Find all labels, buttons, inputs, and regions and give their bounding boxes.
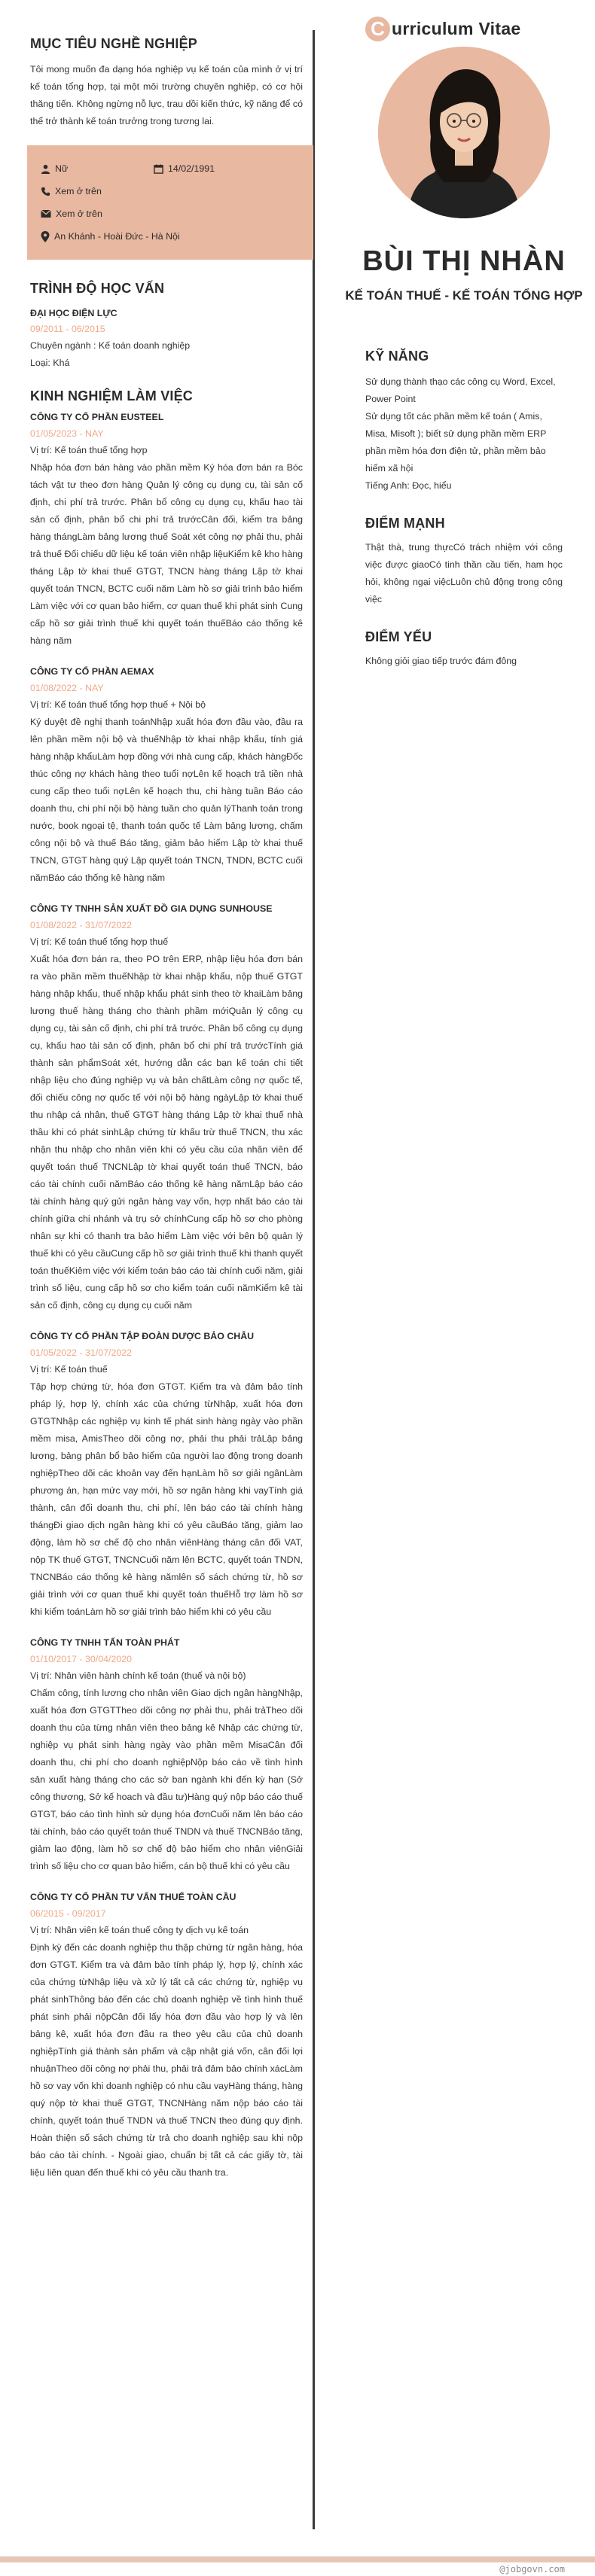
job-entry [30,663,303,887]
job-description: Chấm công, tính lương cho nhân viên Giao dịch ngân hàngNhập, xuất hóa đơn GTGTTheo dõi công nợ phải thu, phải trảTheo dõi doanh thu của từng nhân viên theo bảng kê Nhập các chứng từ, nghiệp vụ phát sinh hàng ngày vào phần mềm MisaCân đối doanh thu, chi phí cho doanh nghiệpNộp báo cáo về tình hình sản xuất hàng tháng cho các sở ban ngành khi đến kỳ hạn (Sở công thương, Sở kế hoach và đầu tư)Hàng quý nộp báo cáo thuế GTGT, báo cáo tình hình sử dụng hóa đơnCuối năm lên báo cáo tài chính, báo cáo quyết toán thuế TNDN và thuế TNCNBáo tăng, giảm lao động, làm hồ sơ chế độ bảo hiểm cho nhân viênGiải trình số liệu cho cơ quan bảo hiểm, cán bộ thuế khi có yêu cầu [30,1688,303,1871]
objective-heading: MỤC TIÊU NGHỀ NGHIỆP [30,36,198,51]
job-company: CÔNG TY CỔ PHẦN AEMAX [30,666,154,677]
job-entry [30,1889,303,2182]
job-company: CÔNG TY CỔ PHẦN EUSTEEL [30,412,164,422]
job-position: Vị trí: Kế toán thuế tổng hợp [30,445,148,455]
strengths-text: Thật thà, trung thựcCó trách nhiệm với công việc được giaoCó tinh thần cầu tiến, ham học hỏi, không ngại việcLuôn chủ động trong công việc [365,542,563,604]
envelope-icon [41,209,51,218]
profile-photo [378,47,550,218]
logo-letter: C [365,17,390,41]
job-entry [30,1634,303,1875]
job-description: Tập hợp chứng từ, hóa đơn GTGT. Kiểm tra và đảm bảo tính pháp lý, hợp lý, chính xác của chứng từNhập, xuất hóa đơn GTGTNhập các nghiệp vụ kinh tế phát sinh hàng ngày vào phần mềm misa, AmisTheo dõi công nợ, phải thu phải trảLập bảng lương, bảng phân bổ bảo hiểm của người lao động trong doanh nghiệpTheo dõi các khoản vay đến hạnLàm hồ sơ giải ngânLàm phương án, hạn mức vay mới, hồ sơ ngân hàng khi vayTính giá thành, cân đối doanh thu, chi phí, lên báo cáo tài chính hàng thángĐi giao dịch ngân hàng khi có yêu cầuBáo tăng, giảm lao động, làm hồ sơ chế độ cho nhân viênHàng tháng cân đối VAT, nộp TK thuế GTGT, TNCNCuối năm lên BCTC, quyết toán TNDN, TNCNBáo cáo thống kê hàng nămlên số sách chứng từ, hồ sơ giải trình với cơ quan thuế khi quyết toán thuếHỗ trợ làm hồ sơ khi kiểm toánLàm hồ sơ giải trình bảo hiểm khi có yêu cầu [30,1381,303,1617]
education-grade: Loại: Khá [30,358,70,368]
job-company: CÔNG TY TNHH SẢN XUẤT ĐỒ GIA DỤNG SUNHOUSE [30,903,273,914]
footer [0,2556,595,2576]
job-date: 01/08/2022 - 31/07/2022 [30,920,133,930]
job-description: Xuất hóa đơn bán ra, theo PO trên ERP, nhập liệu hóa đơn bán ra vào phần mềm thuếNhập tờ khai nhập khẩu, nộp thuế GTGT hàng nhập khẩu, thuế nhập khẩu phát sinh theo tờ khaiLàm bảng lương thuế hàng tháng cho thành phầm mớiQuản lý công cụ dụng cụ, tài sản cố định, chi phí trả trước. Phân bổ công cụ dụng cụ, khấu hao tài sản cố định, phân bổ chi phí trả trướcTính giá thành sản phẩmSoát xét, hướng dẫn các bạn kế toán chi tiết nhập liệu cho đúng nghiệp vụ và bản chấtLàm công nợ quốc tế, đối chiếu công nợ quốc tế với nội bộ hàng ngàyLập tờ khai thuế thu nhập cá nhân, thuế GTGT hàng tháng Lập tờ khai thuế nhà thầu khi có phát sinhLập chứng từ khấu trừ thuế TNCN, thu xác nhận thu nhập cho nhân viên khi có yêu cầu của nhân viên để quyết toán thuế TNCNLập tờ khai quyết toán thuế TNCN, báo cáo tài chính cuối nămBáo cáo thống kê hàng nămLập báo cáo tài chính hàng quý gửi ngân hàng vay vốn, hợp nhất báo cáo tài chính giữa chi nhánh và trụ sở chínhCung cấp hồ sơ cho phòng nhân sự khi có thanh tra bảo hiểm Làm việc với bên bộ quản lý thuế khi có yêu cầuCung cấp hồ sơ giải trình thuế khi thanh quyết toán thuếKiêm việc với kiểm toán báo cáo tài chính cuối năm, giải trình số liệu, cung cấp hồ sơ cho kiểm toán cuối nămKiểm kê tài sản cố định, công cụ dụng cụ cuối năm [30,954,303,1311]
logo-text: urriculum Vitae [392,18,521,38]
phone-value: Xem ở trên [55,186,102,196]
experience-heading: KINH NGHIỆM LÀM VIỆC [30,388,194,403]
column-divider [313,30,315,2529]
skills-heading: KỸ NĂNG [365,349,429,364]
right-column [345,14,583,670]
job-position: Vị trí: Kế toán thuế [30,1364,108,1375]
skill-item: Sử dụng tốt các phần mềm kế toán ( Amis, Misa, Misoft ); biết sử dụng phần mềm ERP phần mềm hóa đơn điện tử, phần mềm bảo hiểm xã hội [365,411,547,473]
gender-value: Nữ [55,163,69,174]
weaknesses-heading: ĐIỂM YẾU [365,629,432,644]
job-position: Vị trí: Nhân viên hành chính kế toán (thuế và nội bộ) [30,1670,246,1681]
birthday-cell [154,163,215,174]
weaknesses-text: Không giỏi giao tiếp trước đám đông [365,656,517,666]
job-description: Nhập hóa đơn bán hàng vào phần mềm Ký hóa đơn bán ra Bóc tách vật tư theo đơn hàng Quản lý công cụ dụng cụ, tài sản cố định, chi phí trả trước. Phân bổ công cụ dụng cụ, khấu hao tài sản cố định, phân bổ chi phí trả trướcCân đối, kiểm tra bảng hàng thángLàm bảng lương thuế Soát xét công nợ phải thu, phải trả thuế Đối chiếu dữ liệu kế toán viên nhập liệuKiểm kê kho hàng tháng Lập tờ khai thuế GTGT, TNCN hàng tháng Lập tờ khai quyết toán TNCN, BCTC cuối năm Làm hồ sơ giải trình bảo hiểm Làm việc với cơ quan bảo hiểm, cơ quan thuế khi phát sinh Cung cấp hồ sơ giải trình thuế khi quyết toán thuếBáo cáo thống kê hàng năm [30,462,303,646]
phone-icon [41,187,50,196]
contact-row-email [41,202,300,225]
job-entry [30,409,303,650]
job-company: CÔNG TY CỔ PHẦN TẬP ĐOÀN DƯỢC BẢO CHÂU [30,1331,255,1341]
contact-row-address [41,225,300,248]
map-pin-icon [41,231,50,242]
contact-row-phone [41,180,300,202]
job-company: CÔNG TY CỔ PHẦN TƯ VẤN THUẾ TOÀN CẦU [30,1892,236,1902]
job-date: 01/10/2017 - 30/04/2020 [30,1654,133,1664]
job-position: Vị trí: Kế toán thuế tổng hợp thuế [30,936,169,947]
job-date: 01/05/2022 - 31/07/2022 [30,1347,133,1358]
education-school: ĐẠI HỌC ĐIỆN LỰC [30,308,117,318]
address-value: An Khánh - Hoài Đức - Hà Nội [54,231,180,242]
email-value: Xem ở trên [56,209,102,219]
education-major: Chuyên ngành : Kế toán doanh nghiệp [30,340,191,351]
gender-cell [41,163,154,174]
job-date: 01/08/2022 - NAY [30,683,104,693]
candidate-title: KẾ TOÁN THUẾ - KẾ TOÁN TỔNG HỢP [345,288,583,303]
job-description: Ký duyệt đề nghị thanh toánNhập xuất hóa đơn đầu vào, đầu ra lên phần mềm nội bộ và thuếNhập tờ khai nhập khẩu, tính giá hàng nhập khẩuLàm hợp đồng với nhà cung cấp, khách hàngĐốc thúc công nợ khách hàng theo tuổi nợLên kế hoạch trả tiền nhà cung cấp theo tuổi nợLên kế hoạch thu, chi hàng tuần Báo cáo doanh thu, chi phí nội bộ hàng tuần cho quản lýThanh toán trong nước, book ngoại tệ, thanh toán quốc tế Làm bảng lương, chấm công nội bộ và thuế Báo tăng, giảm bảo hiểm Lập tờ khai thuế TNCN, GTGT hàng quý Lập quyết toán TNCN, TNDN, BCTC cuối nămBáo cáo thống kê hàng năm [30,717,303,883]
portrait-illustration [378,47,550,218]
job-entry [30,900,303,1314]
strengths-section [365,516,563,608]
contact-box [27,145,313,260]
skills-section [365,349,563,495]
objective-text: Tôi mong muốn đa dạng hóa nghiệp vụ kế toán của mình ở vị trí kế toán tổng hợp, tại một môi trường chuyên nghiệp, có cơ hội thăng tiến. Không ngừng nỗ lực, trau dồi kiến thức, kỹ năng để có thể trở thành kế toán trưởng trong tương lai. [30,64,303,126]
job-company: CÔNG TY TNHH TẤN TOÀN PHÁT [30,1637,180,1648]
job-entry [30,1328,303,1621]
contact-row-gender-birthday [41,157,300,180]
cv-logo [365,14,563,44]
candidate-name: BÙI THỊ NHÀN [362,245,566,277]
calendar-icon [154,164,163,174]
person-icon [41,164,50,174]
job-position: Vị trí: Kế toán thuế tổng hợp thuế + Nội bộ [30,699,206,710]
weaknesses-section [365,629,563,670]
education-section [30,281,303,372]
job-date: 01/05/2023 - NAY [30,428,104,439]
footer-bar [0,2556,595,2562]
birthday-value: 14/02/1991 [168,163,215,174]
education-date: 09/2011 - 06/2015 [30,324,105,334]
skill-item: Sử dụng thành thạo các công cụ Word, Excel, Power Point [365,376,556,404]
experience-section [30,388,303,2182]
job-position: Vị trí: Nhân viên kế toán thuế công ty dịch vụ kế toán [30,1925,249,1935]
strengths-heading: ĐIỂM MẠNH [365,516,445,531]
footer-watermark: @jobgovn.com [499,2564,565,2574]
job-date: 06/2015 - 09/2017 [30,1908,106,1919]
objective-section [30,36,303,130]
skill-item: Tiếng Anh: Đọc, hiểu [365,480,452,491]
left-column [30,36,303,2195]
education-heading: TRÌNH ĐỘ HỌC VẤN [30,281,165,296]
job-description: Định kỳ đến các doanh nghiệp thu thập chứng từ ngân hàng, hóa đơn GTGT. Kiểm tra và đảm bảo tính pháp lý, hợp lý, chính xác của chứng từNhập liệu và xử lý tất cả các chứng từ, nghiệp vụ phát sinhThông báo đến các chủ doanh nghiệp về tình hình thuế phát sinh phải nộpCân đối lấy hóa đơn đầu vào hợp lý và lên bảng kê, xuất hóa đơn đầu ra theo yêu cầu của chủ doanh nghiệpTính giá thành sản phẩm và cập nhật giá vốn, cân đối lợi nhuậnTheo dõi công nợ phải thu, phải trả đảm bảo chính xácLàm hồ sơ vay vốn khi doanh nghiệp có nhu cầu vayHàng tháng, hàng quý nộp tờ khai thuế GTGT, TNCNHàng năm nộp báo cáo tài chính, quyết toán thuế TNDN và thuế TNCN theo đúng quy định. Hoàn thiện số sách chứng từ trả cho doanh nghiệp sau khi nộp báo cáo tài chính. - Ngoài giao, chuẩn bị tất cả các giấy tờ, tài liệu liên quan đến thuế khi có yêu cầu thanh tra. [30,1942,303,2178]
